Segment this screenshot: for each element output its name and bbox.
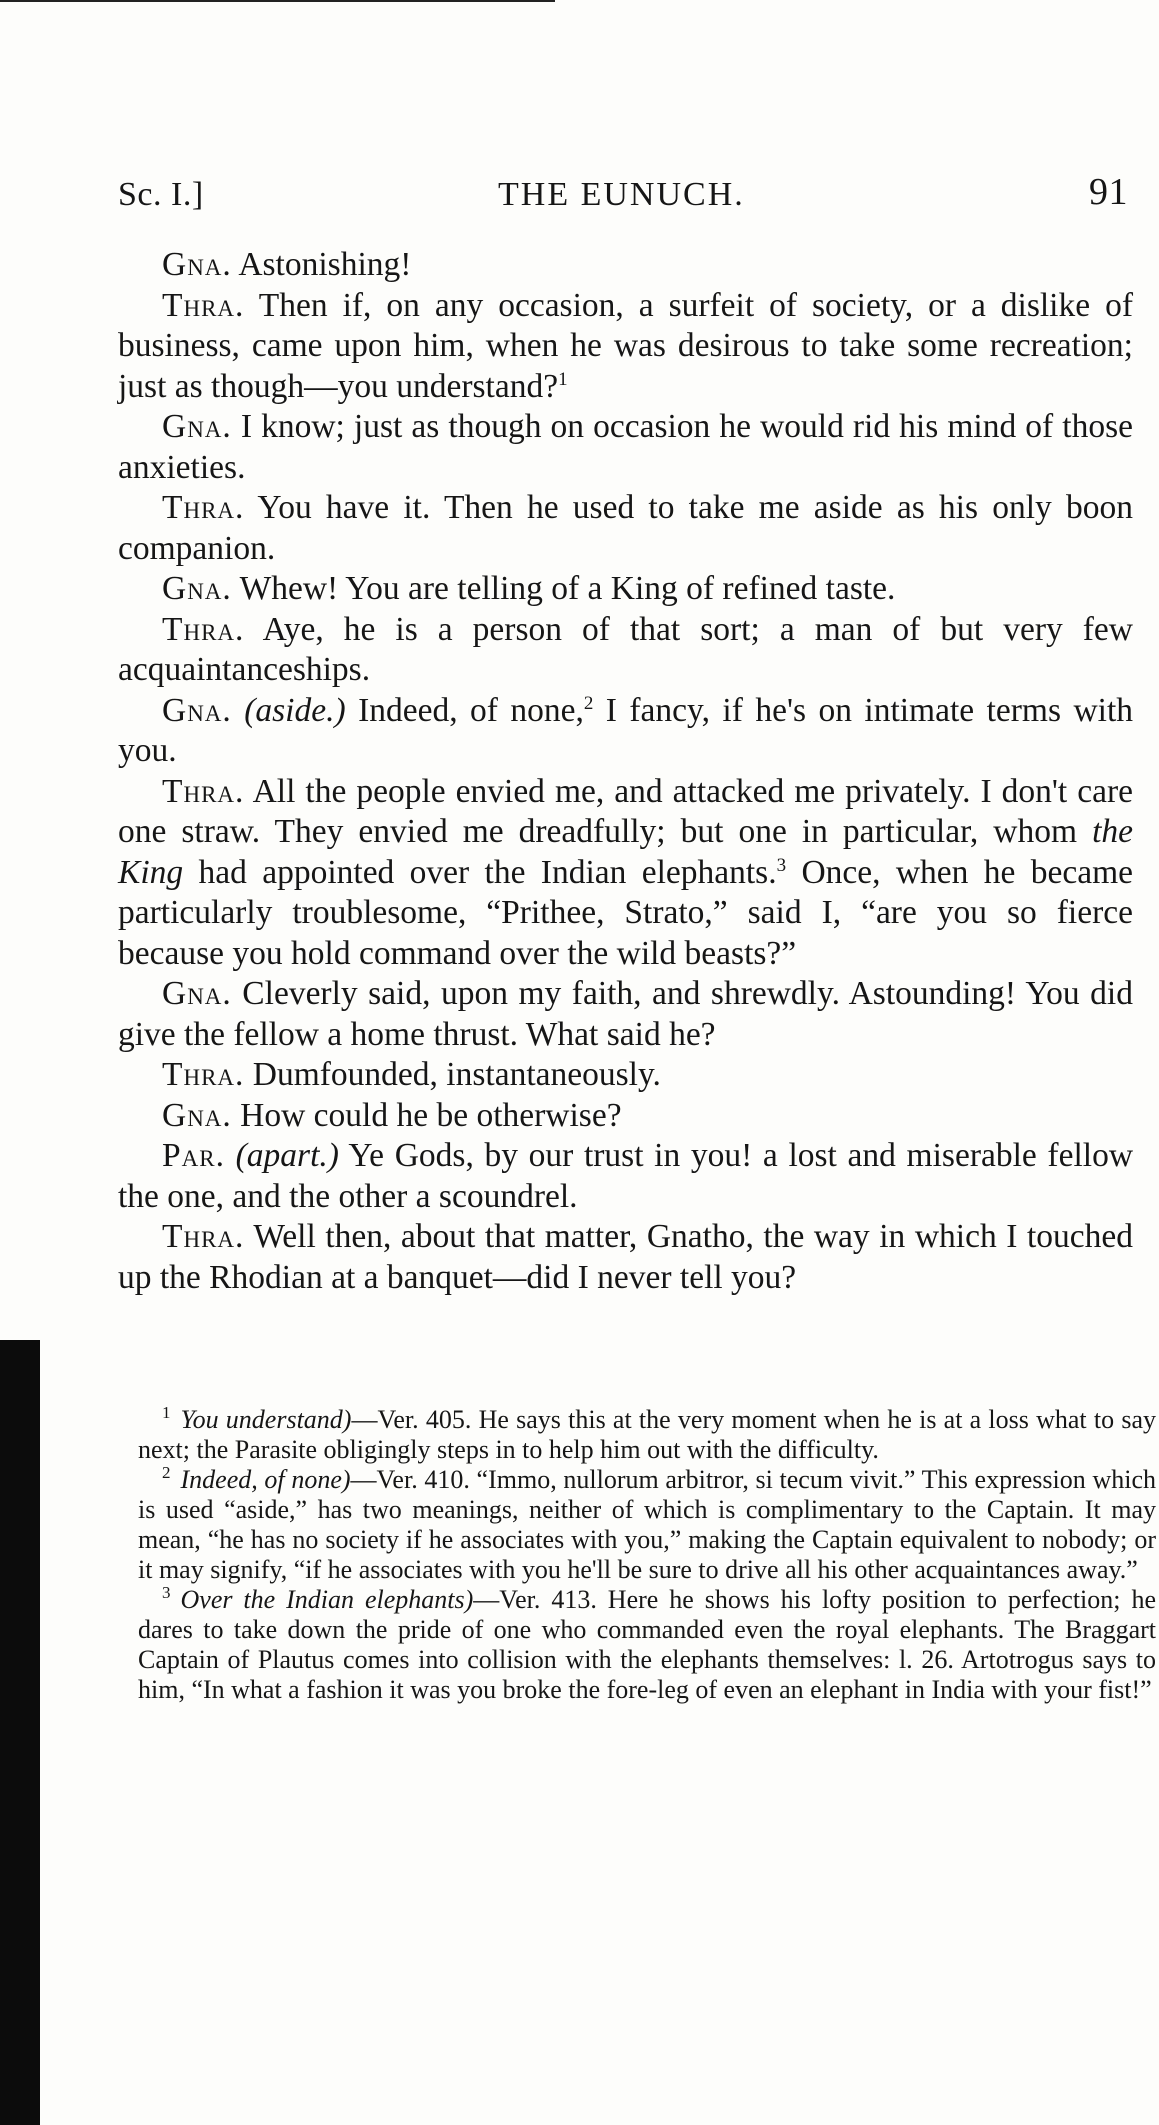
speaker-name: Gna. bbox=[162, 975, 232, 1012]
speech-text: I know; just as though on occasion he would rid his mind of those anxieties. bbox=[118, 408, 1133, 486]
speaker-name: Thra. bbox=[162, 772, 245, 810]
footnote-text: —Ver. 410. “Immo, nullorum arbitror, si tecum vivit.” This expression which is used “aside,” has two meanings, neither of which is complimentary to the Captain. It may mean, “he has no society if he associates with you,” making the Captain equivalent to nobody; or it may signify, “if he associates with you he'll be sure to drive all his other acquaintances away.” bbox=[138, 1465, 1156, 1584]
speech-paragraph bbox=[118, 1136, 1133, 1217]
speech-paragraph bbox=[118, 1217, 1133, 1298]
footnote-number: 2 bbox=[162, 1463, 171, 1483]
speech-text: had appointed over the Indian elephants. bbox=[183, 853, 777, 891]
page-title: THE EUNUCH. bbox=[498, 176, 745, 213]
speech-paragraph bbox=[118, 286, 1133, 408]
speech-paragraph bbox=[118, 772, 1133, 975]
speech-paragraph bbox=[118, 1055, 1133, 1096]
speaker-name: Thra. bbox=[162, 610, 245, 648]
footnote-lemma: Over the Indian elephants) bbox=[180, 1585, 474, 1614]
speech-paragraph bbox=[118, 245, 1133, 286]
top-rule bbox=[0, 0, 555, 2]
speech-paragraph bbox=[118, 407, 1133, 488]
footnote-text: —Ver. 405. He says this at the very moment when he is at a loss what to say next; the Parasite obligingly steps in to help him out with the difficulty. bbox=[138, 1405, 1157, 1464]
speech-text: You have it. Then he used to take me aside as his only boon companion. bbox=[118, 489, 1133, 567]
speaker-name: Thra. bbox=[162, 1218, 245, 1255]
speech-paragraph bbox=[118, 569, 1133, 610]
speech-text: Dumfounded, instantaneously. bbox=[252, 1056, 661, 1093]
speaker-name: Gna. bbox=[162, 1096, 232, 1134]
footnote-number: 1 bbox=[162, 1403, 171, 1423]
speaker-name: Gna. bbox=[162, 691, 232, 729]
speech-text: Astonishing! bbox=[238, 246, 412, 283]
footnote bbox=[138, 1585, 1156, 1705]
speech-text: I fancy, if he's on intimate terms with you. bbox=[118, 691, 1134, 769]
speaker-name: Gna. bbox=[162, 246, 232, 283]
speech-text: Once, when he became particularly troublesome, “Prithee, Strato,” said I, “are you so fierce because you hold command over the wild beasts?” bbox=[118, 853, 1133, 972]
speech-paragraph bbox=[118, 691, 1133, 772]
page-number: 91 bbox=[1089, 171, 1128, 213]
speaker-name: Thra. bbox=[162, 1056, 245, 1093]
speaker-name: Thra. bbox=[162, 489, 245, 526]
dialogue-body bbox=[118, 245, 1133, 1298]
speech-paragraph bbox=[118, 974, 1133, 1055]
footnote bbox=[138, 1405, 1156, 1465]
speech-text: Ye Gods, by our trust in you! a lost and miserable fellow the one, and the other a scoundrel. bbox=[118, 1137, 1134, 1215]
speech-text: How could he be otherwise? bbox=[240, 1096, 622, 1134]
speech-text: Indeed, of none, bbox=[358, 691, 584, 729]
footnote-lemma: Indeed, of none) bbox=[180, 1465, 351, 1494]
speaker-name: Gna. bbox=[162, 408, 232, 445]
speaker-name: Gna. bbox=[162, 570, 232, 607]
speech-text: Well then, about that matter, Gnatho, the way in which I touched up the Rhodian at a banquet—did I never tell you? bbox=[118, 1218, 1133, 1296]
footnote-ref: 1 bbox=[558, 368, 568, 390]
speech-text: Aye, he is a person of that sort; a man of but very few acquaintanceships. bbox=[118, 610, 1133, 688]
speech-paragraph bbox=[118, 610, 1133, 691]
speech-text: Whew! You are telling of a King of refined taste. bbox=[239, 570, 896, 607]
speech-paragraph bbox=[118, 488, 1133, 569]
footnote-text: —Ver. 413. Here he shows his lofty position to perfection; he dares to take down the pride of one who commanded even the royal elephants. The Braggart Captain of Plautus comes into collision with the elephants themselves: l. 26. Artotrogus says to him, “In what a fashion it was you broke the fore-leg of even an elephant in India with your fist!” bbox=[138, 1585, 1156, 1704]
speech-paragraph bbox=[118, 1096, 1133, 1137]
footnote-ref: 3 bbox=[776, 854, 787, 876]
section-label: Sc. I.] bbox=[118, 176, 204, 213]
speech-text: All the people envied me, and attacked me privately. I don't care one straw. They envied me dreadfully; but one in particular, whom bbox=[118, 772, 1133, 850]
footnote-number: 3 bbox=[162, 1583, 171, 1603]
speech-text: Cleverly said, upon my faith, and shrewdly. Astounding! You did give the fellow a home thrust. What said he? bbox=[118, 975, 1133, 1053]
footnote bbox=[138, 1465, 1156, 1585]
italic-text: the King bbox=[118, 813, 1133, 891]
footnote-lemma: You understand) bbox=[180, 1405, 352, 1434]
speaker-name: Par. bbox=[162, 1137, 225, 1174]
speaker-name: Thra. bbox=[162, 286, 245, 324]
scan-edge-shadow bbox=[0, 1340, 40, 2125]
stage-direction: (apart.) bbox=[235, 1137, 339, 1174]
stage-direction: (aside.) bbox=[244, 691, 346, 729]
running-header bbox=[118, 170, 1128, 230]
speech-text: Then if, on any occasion, a surfeit of society, or a dislike of business, came upon him, when he was desirous to take some recreation; just as though—you understand? bbox=[118, 286, 1133, 405]
footnotes bbox=[138, 1405, 1156, 1705]
footnote-ref: 2 bbox=[583, 692, 594, 714]
